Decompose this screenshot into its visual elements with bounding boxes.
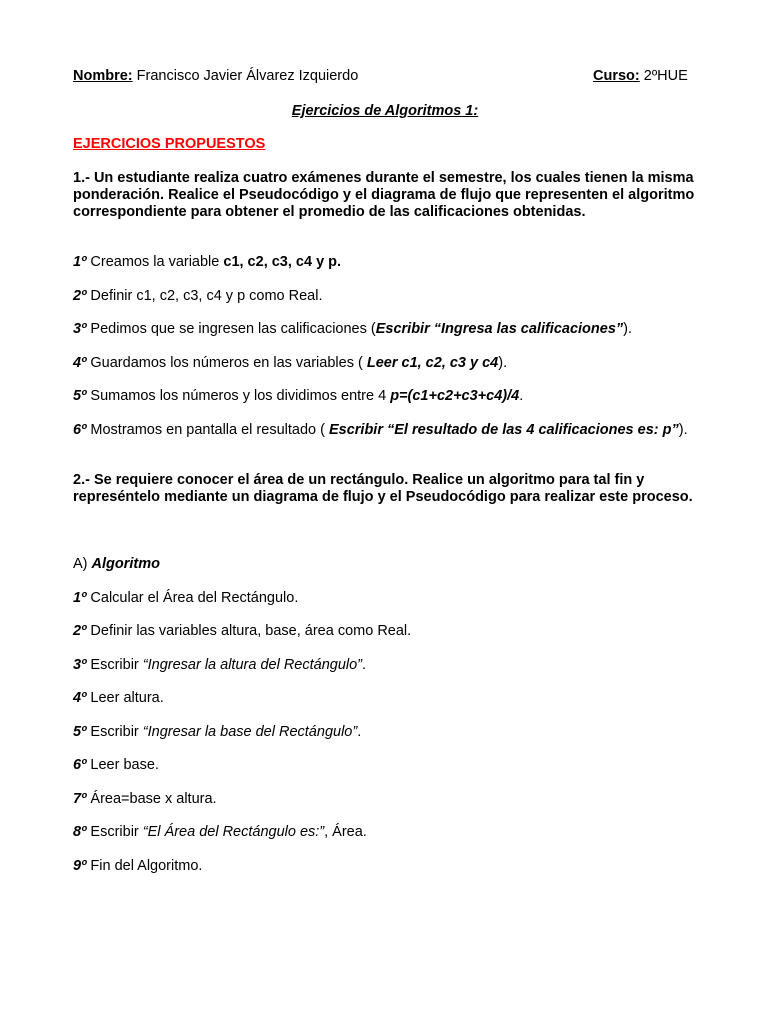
- step-text: Mostramos en pantalla el resultado (: [86, 422, 329, 438]
- section-title: [73, 136, 697, 153]
- section-title-text: EJERCICIOS PROPUESTOS: [73, 136, 266, 152]
- step-end: ).: [498, 355, 508, 371]
- step-number: 1º: [73, 254, 87, 270]
- step-emph: Escribir “El resultado de las 4 calificaciones es: p”: [328, 422, 679, 438]
- ex2-step-1: [73, 590, 697, 607]
- step-italic: “Ingresar la altura del Rectángulo”: [142, 657, 363, 673]
- ex2-step-3: [73, 657, 697, 674]
- step-number: 6º: [73, 757, 87, 773]
- title-text: Ejercicios de Algoritmos 1:: [291, 103, 479, 119]
- ex2-step-6: [73, 757, 697, 774]
- ex1-step-5: [73, 388, 697, 405]
- page-title: [73, 103, 697, 120]
- ex1-step-6: [73, 422, 697, 439]
- step-number: 3º: [73, 657, 87, 673]
- ex1-step-3: [73, 321, 697, 338]
- step-end: ).: [623, 321, 633, 337]
- step-number: 8º: [73, 824, 87, 840]
- ex2-step-4: [73, 690, 697, 707]
- ex2-step-9: [73, 858, 697, 875]
- step-end: , Área.: [324, 824, 367, 840]
- step-number: 5º: [73, 388, 87, 404]
- ex1-step-2: [73, 288, 697, 305]
- subsection-letter: A): [73, 556, 92, 572]
- step-text: Área=base x altura.: [86, 791, 217, 807]
- step-text: Escribir: [86, 724, 143, 740]
- step-number: 2º: [73, 623, 87, 639]
- step-emph: p=(c1+c2+c3+c4)/4: [390, 388, 520, 404]
- step-text: Fin del Algoritmo.: [86, 858, 203, 874]
- subsection-title: Algoritmo: [91, 556, 160, 572]
- course-value: 2ºHUE: [639, 68, 688, 84]
- ex2-step-5: [73, 724, 697, 741]
- algorithm-heading: [73, 556, 697, 573]
- ex2-step-8: [73, 824, 697, 841]
- step-text: Sumamos los números y los dividimos entre 4: [86, 388, 391, 404]
- step-number: 9º: [73, 858, 87, 874]
- step-text: Escribir: [86, 657, 143, 673]
- step-italic: “El Área del Rectángulo es:”: [142, 824, 325, 840]
- step-end: ).: [678, 422, 688, 438]
- course-line: [593, 68, 688, 85]
- step-emph: Leer c1, c2, c3 y c4: [366, 355, 499, 371]
- step-text: Guardamos los números en las variables (: [86, 355, 367, 371]
- step-end: .: [362, 657, 367, 673]
- step-bold: c1, c2, c3, c4 y p.: [223, 254, 342, 270]
- step-text: Creamos la variable: [86, 254, 224, 270]
- step-end: .: [519, 388, 524, 404]
- step-text: Definir las variables altura, base, área como Real.: [86, 623, 412, 639]
- ex1-step-4: [73, 355, 697, 372]
- ex2-step-2: [73, 623, 697, 640]
- step-text: Escribir: [86, 824, 143, 840]
- exercise2-statement: 2.- Se requiere conocer el área de un rectángulo. Realice un algoritmo para tal fin y represéntelo mediante un diagrama de flujo y el Pseudocódigo para realizar este proceso.: [73, 472, 693, 505]
- step-number: 4º: [73, 355, 87, 371]
- ex2-step-7: [73, 791, 697, 808]
- step-text: Pedimos que se ingresen las calificaciones (: [86, 321, 376, 337]
- step-italic: “Ingresar la base del Rectángulo”: [142, 724, 358, 740]
- ex1-step-1: [73, 254, 697, 271]
- step-number: 6º: [73, 422, 87, 438]
- step-number: 4º: [73, 690, 87, 706]
- step-text: Calcular el Área del Rectángulo.: [86, 590, 299, 606]
- step-number: 7º: [73, 791, 87, 807]
- course-label: Curso:: [593, 68, 640, 84]
- name-label: Nombre:: [73, 68, 133, 84]
- step-text: Leer altura.: [86, 690, 164, 706]
- name-value: Francisco Javier Álvarez Izquierdo: [132, 68, 359, 84]
- step-number: 1º: [73, 590, 87, 606]
- step-end: .: [357, 724, 362, 740]
- step-number: 5º: [73, 724, 87, 740]
- exercise1-statement: 1.- Un estudiante realiza cuatro exámenes durante el semestre, los cuales tienen la misma ponderación. Realice el Pseudocódigo y el diagrama de flujo que representen el algoritmo correspondiente para obtener el promedio de las calificaciones obtenidas.: [73, 170, 695, 220]
- step-number: 3º: [73, 321, 87, 337]
- step-number: 2º: [73, 288, 87, 304]
- step-emph: Escribir “Ingresa las calificaciones”: [375, 321, 624, 337]
- step-text: Leer base.: [86, 757, 159, 773]
- step-text: Definir c1, c2, c3, c4 y p como Real.: [86, 288, 323, 304]
